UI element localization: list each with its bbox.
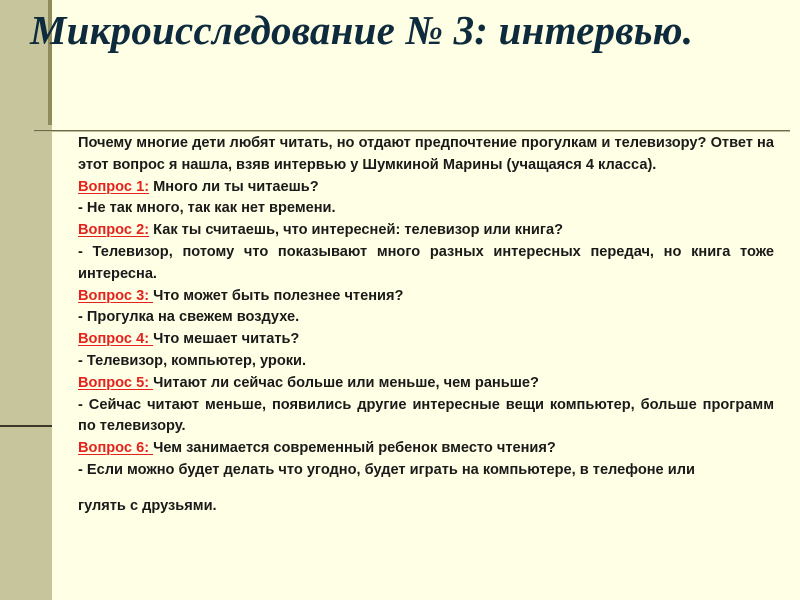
question-1-text: Много ли ты читаешь?	[149, 178, 319, 195]
answer-4: - Телевизор, компьютер, уроки.	[78, 352, 307, 369]
question-1	[78, 177, 774, 199]
question-4-text: Что мешает читать?	[153, 331, 300, 348]
question-4	[78, 329, 774, 351]
question-6-text: Чем занимается современный ребенок вместо чтения?	[153, 440, 556, 457]
question-3	[78, 286, 774, 308]
question-2-label: Вопрос 2:	[78, 222, 150, 239]
question-1-label: Вопрос 1:	[78, 178, 150, 195]
answer-2: - Телевизор, потому что показывают много разных интересных передач, но книга тоже интересна.	[78, 243, 774, 282]
closing-line: гулять с друзьями.	[78, 497, 217, 514]
slide-body	[78, 133, 774, 518]
title-divider-shadow	[34, 131, 790, 132]
question-4-label: Вопрос 4:	[78, 331, 154, 348]
answer-5: - Сейчас читают меньше, появились другие интересные вещи компьютер, больше программ по телевизору.	[78, 396, 774, 435]
question-2-text: Как ты считаешь, что интересней: телевизор или книга?	[149, 222, 564, 239]
answer-6: - Если можно будет делать что угодно, будет играть на компьютере, в телефоне или	[78, 461, 695, 478]
question-6	[78, 438, 774, 460]
intro-paragraph: Почему многие дети любят читать, но отдают предпочтение прогулкам и телевизору? Ответ на этот вопрос я нашла, взяв интервью у Шумкиной Марины (учащаяся 4 класса).	[78, 135, 774, 173]
question-6-label: Вопрос 6:	[78, 440, 154, 457]
question-3-text: Что может быть полезнее чтения?	[153, 287, 404, 304]
slide-side-bar	[0, 0, 52, 600]
question-2	[78, 220, 774, 242]
slide-title: Микроисследование № 3: интервью.	[30, 7, 694, 53]
answer-3: - Прогулка на свежем воздухе.	[78, 309, 300, 326]
side-bar-divider	[0, 425, 52, 427]
question-3-label: Вопрос 3:	[78, 287, 154, 304]
question-5	[78, 373, 774, 395]
question-5-label: Вопрос 5:	[78, 374, 154, 391]
answer-1: - Не так много, так как нет времени.	[78, 200, 336, 217]
question-5-text: Читают ли сейчас больше или меньше, чем раньше?	[153, 374, 539, 391]
